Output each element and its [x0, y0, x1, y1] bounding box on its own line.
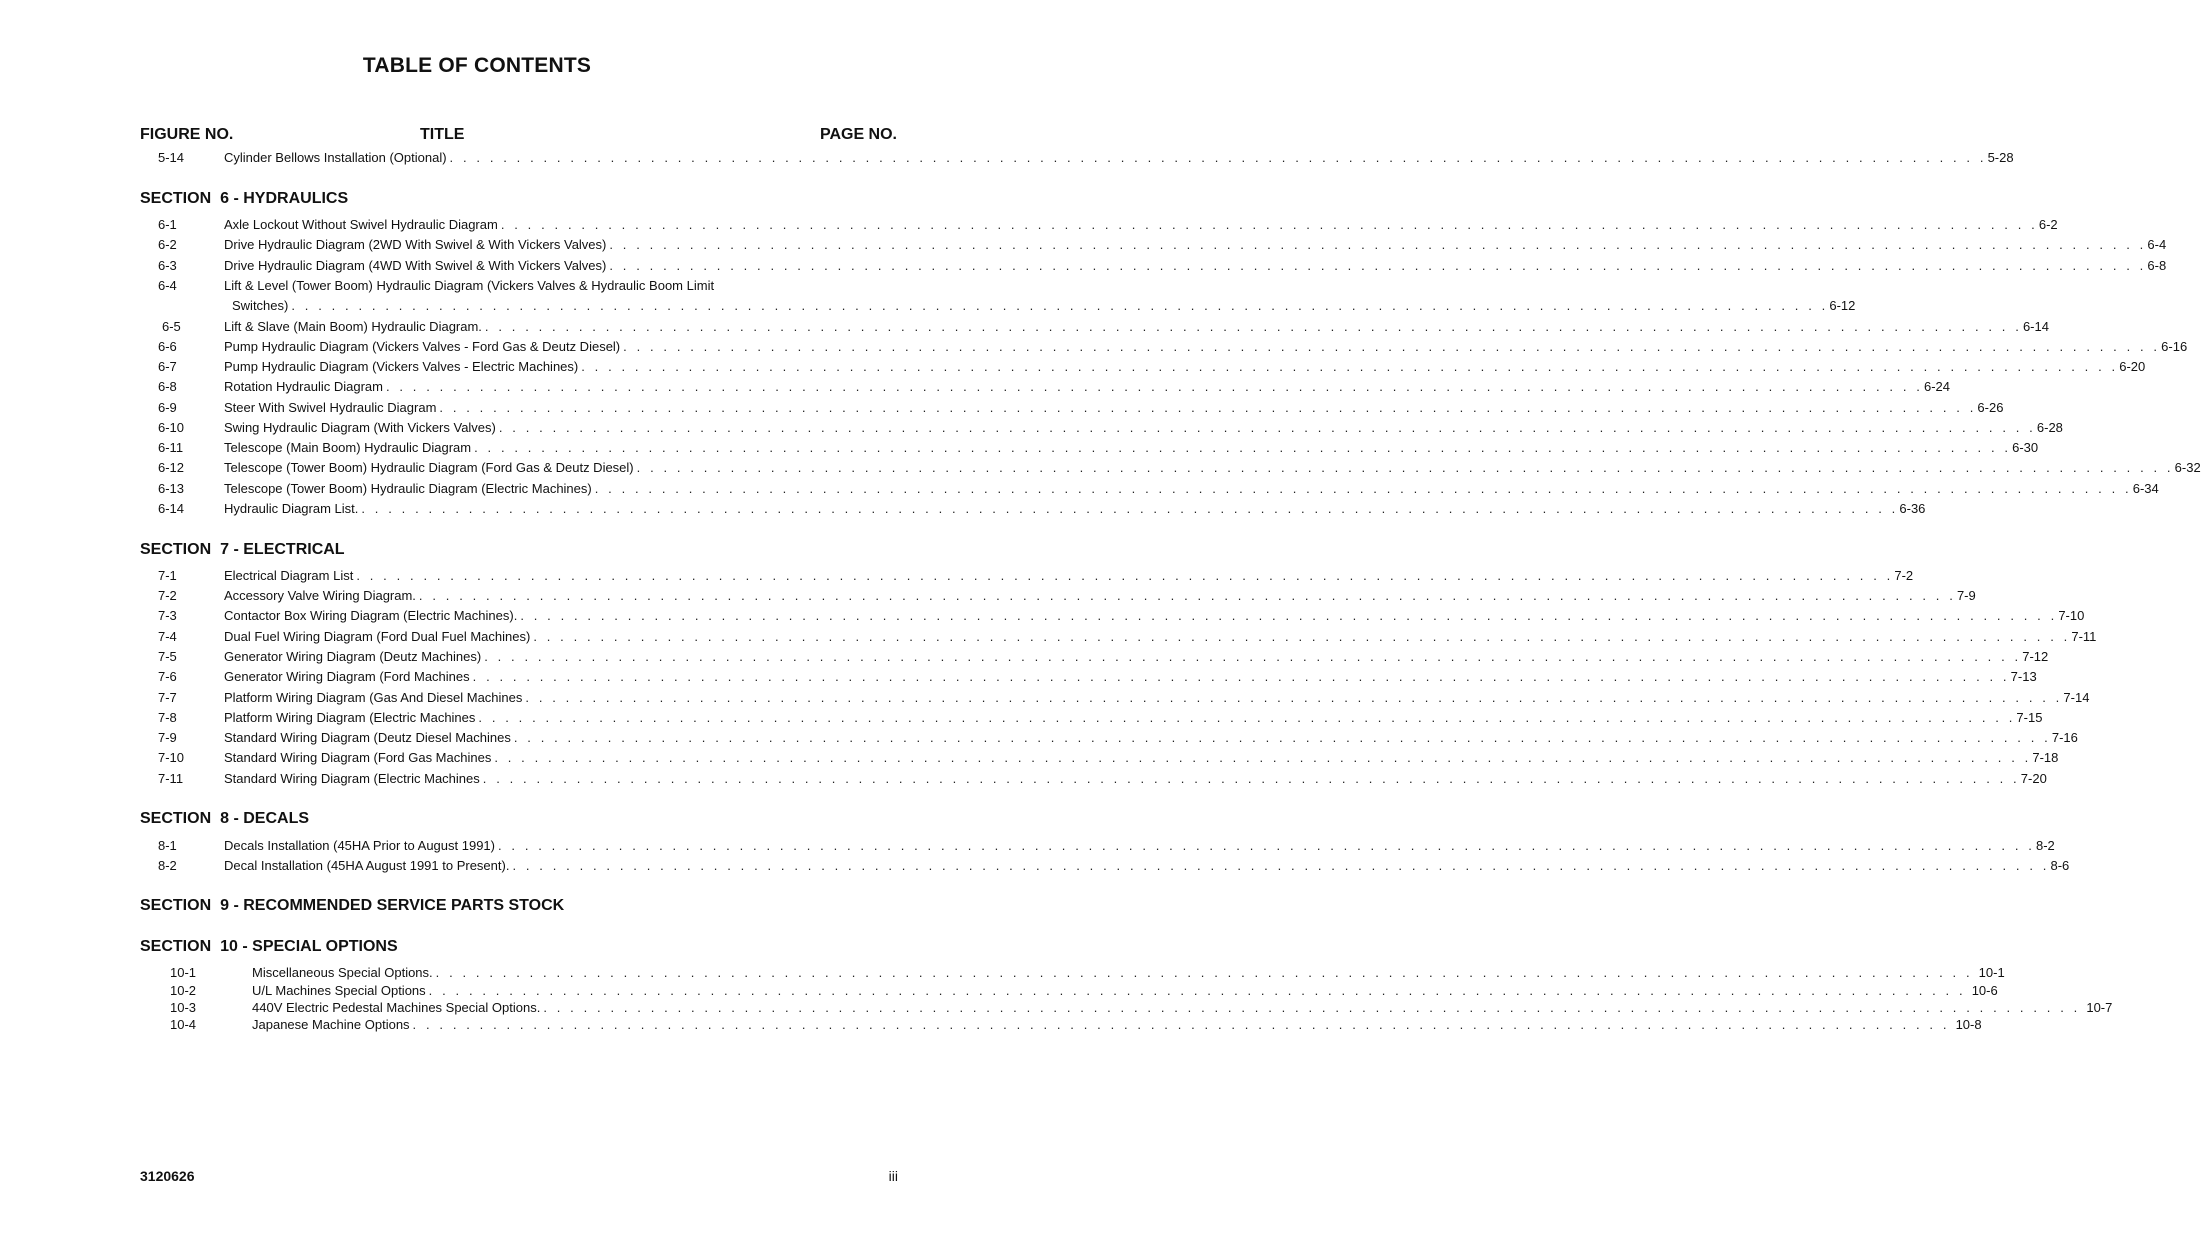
dot-leader: . . . . . . . . . . . . . . . . . . . . . . . . . . . . . . . . . . . . . . . . . . . . . . . . . . . . . . . . . . . . . . . . . . . . . . . . . . . . . . . . . . . . . . . . . . . . . . . . . . . . . . . . . . . . . . . . . . .	[356, 568, 1894, 583]
figure-number: 7-10	[158, 750, 185, 765]
dot-leader: . . . . . . . . . . . . . . . . . . . . . . . . . . . . . . . . . . . . . . . . . . . . . . . . . . . . . . . . . . . . . . . . . . . . . . . . . . . . . . . . . . . . . . . . . . . . . . . . . . . . . . . . . . . . . . . . . . .	[498, 420, 2036, 435]
page-number: 7-9	[1956, 588, 1976, 603]
toc-entry[interactable]	[0, 235, 2167, 255]
figure-title: Axle Lockout Without Swivel Hydraulic Diagram	[224, 217, 498, 232]
figure-title: Decals Installation (45HA Prior to August 1991)	[224, 838, 495, 853]
figure-number: 10-3	[170, 1000, 197, 1015]
toc-entry[interactable]	[0, 499, 1926, 519]
dot-leader: . . . . . . . . . . . . . . . . . . . . . . . . . . . . . . . . . . . . . . . . . . . . . . . . . . . . . . . . . . . . . . . . . . . . . . . . . . . . . . . . . . . . . . . . . . . . . . . . . . . . . . . . . . . . . . . . . . .	[623, 339, 2161, 354]
dot-leader: . . . . . . . . . . . . . . . . . . . . . . . . . . . . . . . . . . . . . . . . . . . . . . . . . . . . . . . . . . . . . . . . . . . . . . . . . . . . . . . . . . . . . . . . . . . . . . . . . . . . . . . . . . . . . . . . . . .	[581, 359, 2119, 374]
toc-entry[interactable]	[0, 708, 2043, 728]
page-number: 6-24	[1923, 379, 1950, 394]
toc-entry[interactable]	[0, 148, 2014, 168]
dot-leader: . . . . . . . . . . . . . . . . . . . . . . . . . . . . . . . . . . . . . . . . . . . . . . . . . . . . . . . . . . . . . . . . . . . . . . . . . . . . . . . . . . . . . . . . . . . . . . . . . . . . . . . . . . . . . . . . . . .	[385, 379, 1923, 394]
figure-number: 6-5	[162, 319, 181, 334]
page-number: 8-2	[2036, 838, 2055, 853]
figure-title: Telescope (Tower Boom) Hydraulic Diagram (Electric Machines)	[224, 481, 592, 496]
figure-number: 10-2	[170, 983, 197, 998]
dot-leader: . . . . . . . . . . . . . . . . . . . . . . . . . . . . . . . . . . . . . . . . . . . . . . . . . . . . . . . . . . . . . . . . . . . . . . . . . . . . . . . . . . . . . . . . . . . . . . . . . . . . . . . . . . . . . . . . . . .	[474, 440, 2012, 455]
toc-entry[interactable]	[0, 377, 1950, 397]
figure-number: 7-7	[158, 690, 177, 705]
page-number: 10-8	[1955, 1017, 1982, 1032]
dot-leader: . . . . . . . . . . . . . . . . . . . . . . . . . . . . . . . . . . . . . . . . . . . . . . . . . . . . . . . . . . . . . . . . . . . . . . . . . . . . . . . . . . . . . . . . . . . . . . . . . . . . . . . . . . . . . . . . . . .	[449, 150, 1987, 165]
dot-leader: . . . . . . . . . . . . . . . . . . . . . . . . . . . . . . . . . . . . . . . . . . . . . . . . . . . . . . . . . . . . . . . . . . . . . . . . . . . . . . . . . . . . . . . . . . . . . . . . . . . . . . . . . . . . . . . . . . .	[361, 501, 1899, 516]
toc-entry[interactable]	[0, 999, 2113, 1016]
figure-title: U/L Machines Special Options	[252, 983, 426, 998]
dot-leader: . . . . . . . . . . . . . . . . . . . . . . . . . . . . . . . . . . . . . . . . . . . . . . . . . . . . . . . . . . . . . . . . . . . . . . . . . . . . . . . . . . . . . . . . . . . . . . . . . . . . . . . . . . . . . . . . . . .	[609, 258, 2147, 273]
figure-title: Standard Wiring Diagram (Deutz Diesel Machines	[224, 730, 511, 745]
figure-number: 6-1	[158, 217, 177, 232]
figure-number: 5-14	[158, 150, 185, 165]
dot-leader: . . . . . . . . . . . . . . . . . . . . . . . . . . . . . . . . . . . . . . . . . . . . . . . . . . . . . . . . . . . . . . . . . . . . . . . . . . . . . . . . . . . . . . . . . . . . . . . . . . . . . . . . . . . . . . . . . . .	[525, 690, 2063, 705]
figure-title: Platform Wiring Diagram (Gas And Diesel Machines	[224, 690, 523, 705]
toc-entry[interactable]	[0, 256, 2167, 276]
dot-leader: . . . . . . . . . . . . . . . . . . . . . . . . . . . . . . . . . . . . . . . . . . . . . . . . . . . . . . . . . . . . . . . . . . . . . . . . . . . . . . . . . . . . . . . . . . . . . . . . . . . . . . . . . . . . . . . . . . .	[484, 649, 2022, 664]
toc-entry[interactable]	[0, 276, 954, 296]
dot-leader: . . . . . . . . . . . . . . . . . . . . . . . . . . . . . . . . . . . . . . . . . . . . . . . . . . . . . . . . . . . . . . . . . . . . . . . . . . . . . . . . . . . . . . . . . . . . . . . . . . . . . . . . . . . . . . . . . . .	[435, 965, 1973, 980]
toc-entry[interactable]	[0, 982, 1998, 999]
page-number: 7-2	[1894, 568, 1914, 583]
figure-number: 8-2	[158, 858, 177, 873]
page-number: 6-34	[2132, 481, 2159, 496]
section-name: 6 - HYDRAULICS	[220, 190, 349, 207]
page-number: 7-13	[2010, 669, 2037, 684]
column-header-title: TITLE	[420, 126, 465, 143]
page-number: 6-26	[1977, 400, 2004, 415]
figure-title: Japanese Machine Options	[252, 1017, 410, 1032]
dot-leader: . . . . . . . . . . . . . . . . . . . . . . . . . . . . . . . . . . . . . . . . . . . . . . . . . . . . . . . . . . . . . . . . . . . . . . . . . . . . . . . . . . . . . . . . . . . . . . . . . . . . . . . . . . . . . . . . . . .	[497, 838, 2035, 853]
toc-entry[interactable]	[0, 357, 2146, 377]
figure-title: Drive Hydraulic Diagram (4WD With Swivel & With Vickers Valves)	[224, 258, 607, 273]
figure-number: 10-4	[170, 1017, 197, 1032]
column-header-page-no: PAGE NO.	[819, 126, 897, 143]
figure-title: Steer With Swivel Hydraulic Diagram	[224, 400, 437, 415]
toc-entry[interactable]	[0, 964, 2005, 981]
column-header-figure-no: FIGURE NO.	[140, 126, 234, 143]
figure-title: 440V Electric Pedestal Machines Special Options.	[252, 1000, 541, 1015]
figure-number: 6-14	[158, 501, 185, 516]
figure-number: 6-4	[158, 278, 177, 293]
page-number: 6-4	[2147, 237, 2167, 252]
page-number: 6-8	[2147, 258, 2167, 273]
page-number: 10-7	[2086, 1000, 2113, 1015]
page-number: 7-12	[2022, 649, 2049, 664]
figure-number: 7-6	[158, 669, 177, 684]
figure-number: 6-8	[158, 379, 177, 394]
page-number: 7-14	[2063, 690, 2090, 705]
toc-entry[interactable]	[0, 458, 2201, 478]
dot-leader: . . . . . . . . . . . . . . . . . . . . . . . . . . . . . . . . . . . . . . . . . . . . . . . . . . . . . . . . . . . . . . . . . . . . . . . . . . . . . . . . . . . . . . . . . . . . . . . . . . . . . . . . . . . . . . . . . . .	[482, 771, 2020, 786]
toc-entry[interactable]	[0, 647, 2049, 667]
figure-title: Pump Hydraulic Diagram (Vickers Valves - Ford Gas & Deutz Diesel)	[224, 339, 621, 354]
page-number: 6-20	[2119, 359, 2146, 374]
figure-number: 7-9	[158, 730, 177, 745]
figure-number: 7-11	[158, 771, 184, 786]
page-number: 7-20	[2020, 771, 2047, 786]
dot-leader: . . . . . . . . . . . . . . . . . . . . . . . . . . . . . . . . . . . . . . . . . . . . . . . . . . . . . . . . . . . . . . . . . . . . . . . . . . . . . . . . . . . . . . . . . . . . . . . . . . . . . . . . . . . . . . . . . . .	[636, 460, 2174, 475]
section-label: SECTION	[140, 541, 212, 558]
figure-title: Contactor Box Wiring Diagram (Electric Machines).	[224, 608, 518, 623]
figure-number: 10-1	[170, 965, 197, 980]
toc-entry[interactable]	[0, 418, 2063, 438]
figure-title: Swing Hydraulic Diagram (With Vickers Valves)	[224, 420, 496, 435]
figure-title-continuation: Switches)	[232, 298, 289, 313]
figure-number: 6-7	[158, 359, 177, 374]
page-number: 7-16	[2051, 730, 2078, 745]
toc-entry[interactable]	[0, 317, 2049, 337]
dot-leader: . . . . . . . . . . . . . . . . . . . . . . . . . . . . . . . . . . . . . . . . . . . . . . . . . . . . . . . . . . . . . . . . . . . . . . . . . . . . . . . . . . . . . . . . . . . . . . . . . . . . . . . . . . . . . . . . . . .	[291, 298, 1829, 313]
page-number: 8-6	[2050, 858, 2070, 873]
dot-leader: . . . . . . . . . . . . . . . . . . . . . . . . . . . . . . . . . . . . . . . . . . . . . . . . . . . . . . . . . . . . . . . . . . . . . . . . . . . . . . . . . . . . . . . . . . . . . . . . . . . . . . . . . . . . . . . . . . .	[533, 629, 2071, 644]
figure-title: Generator Wiring Diagram (Deutz Machines)	[224, 649, 482, 664]
page-number: 6-32	[2174, 460, 2201, 475]
figure-title: Standard Wiring Diagram (Electric Machines	[224, 771, 480, 786]
figure-title: Pump Hydraulic Diagram (Vickers Valves - Electric Machines)	[224, 359, 579, 374]
figure-number: 6-3	[158, 258, 177, 273]
toc-entry[interactable]	[0, 438, 2039, 458]
toc-entry[interactable]	[0, 748, 2059, 768]
section-name: 10 - SPECIAL OPTIONS	[220, 938, 398, 955]
figure-title: Generator Wiring Diagram (Ford Machines	[224, 669, 470, 684]
dot-leader: . . . . . . . . . . . . . . . . . . . . . . . . . . . . . . . . . . . . . . . . . . . . . . . . . . . . . . . . . . . . . . . . . . . . . . . . . . . . . . . . . . . . . . . . . . . . . . . . . . . . . . . . . . . . . . . . . . .	[512, 858, 2050, 873]
figure-number: 7-1	[158, 568, 177, 583]
figure-title: Cylinder Bellows Installation (Optional)	[224, 150, 447, 165]
dot-leader: . . . . . . . . . . . . . . . . . . . . . . . . . . . . . . . . . . . . . . . . . . . . . . . . . . . . . . . . . . . . . . . . . . . . . . . . . . . . . . . . . . . . . . . . . . . . . . . . . . . . . . . . . . . . . . . . . . .	[428, 983, 1966, 998]
toc-entry[interactable]	[0, 479, 2159, 499]
figure-title: Miscellaneous Special Options.	[252, 965, 433, 980]
toc-entry[interactable]	[0, 688, 2090, 708]
section-name: 9 - RECOMMENDED SERVICE PARTS STOCK	[220, 897, 565, 914]
figure-number: 6-13	[158, 481, 185, 496]
page-number: 6-28	[2036, 420, 2063, 435]
dot-leader: . . . . . . . . . . . . . . . . . . . . . . . . . . . . . . . . . . . . . . . . . . . . . . . . . . . . . . . . . . . . . . . . . . . . . . . . . . . . . . . . . . . . . . . . . . . . . . . . . . . . . . . . . . . . . . . . . . .	[484, 319, 2022, 334]
dot-leader: . . . . . . . . . . . . . . . . . . . . . . . . . . . . . . . . . . . . . . . . . . . . . . . . . . . . . . . . . . . . . . . . . . . . . . . . . . . . . . . . . . . . . . . . . . . . . . . . . . . . . . . . . . . . . . . . . . .	[513, 730, 2051, 745]
figure-title: Telescope (Tower Boom) Hydraulic Diagram (Ford Gas & Deutz Diesel)	[224, 460, 634, 475]
figure-title: Platform Wiring Diagram (Electric Machines	[224, 710, 476, 725]
section-label: SECTION	[140, 810, 212, 827]
toc-entry[interactable]	[0, 856, 2070, 876]
document-number: 3120626	[140, 1168, 195, 1184]
toc-entry[interactable]	[0, 586, 1976, 606]
figure-title: Telescope (Main Boom) Hydraulic Diagram	[224, 440, 472, 455]
section-heading-special-options[interactable]	[140, 938, 398, 956]
page-number: 6-30	[2012, 440, 2039, 455]
section-heading-electrical[interactable]	[140, 541, 345, 559]
figure-number: 6-12	[158, 460, 185, 475]
section-heading-recommended-service-parts-stock[interactable]	[140, 897, 564, 915]
figure-title: Hydraulic Diagram List.	[224, 501, 359, 516]
dot-leader: . . . . . . . . . . . . . . . . . . . . . . . . . . . . . . . . . . . . . . . . . . . . . . . . . . . . . . . . . . . . . . . . . . . . . . . . . . . . . . . . . . . . . . . . . . . . . . . . . . . . . . . . . . . . . . . . . . .	[439, 400, 1977, 415]
figure-title: Decal Installation (45HA August 1991 to Present).	[224, 858, 510, 873]
section-heading-decals[interactable]	[140, 810, 309, 828]
figure-title: Standard Wiring Diagram (Ford Gas Machines	[224, 750, 492, 765]
page-number: 7-11	[2071, 629, 2097, 644]
page-number: 6-16	[2161, 339, 2188, 354]
toc-entry[interactable]	[0, 606, 2085, 626]
page-number: 6-36	[1899, 501, 1926, 516]
section-name: 8 - DECALS	[220, 810, 310, 827]
page-number-footer: iii	[888, 1168, 898, 1184]
figure-number: 6-11	[158, 440, 184, 455]
toc-entry[interactable]	[0, 769, 2047, 789]
section-name: 7 - ELECTRICAL	[220, 541, 345, 558]
toc-entry[interactable]	[0, 398, 2004, 418]
page-title: TABLE OF CONTENTS	[362, 54, 592, 77]
page-number: 5-28	[1987, 150, 2014, 165]
toc-entry[interactable]	[0, 627, 2097, 647]
dot-leader: . . . . . . . . . . . . . . . . . . . . . . . . . . . . . . . . . . . . . . . . . . . . . . . . . . . . . . . . . . . . . . . . . . . . . . . . . . . . . . . . . . . . . . . . . . . . . . . . . . . . . . . . . . . . . . . . . . .	[594, 481, 2132, 496]
toc-entry[interactable]	[0, 215, 2058, 235]
figure-number: 6-6	[158, 339, 177, 354]
toc-entry[interactable]	[0, 1016, 1982, 1033]
dot-leader: . . . . . . . . . . . . . . . . . . . . . . . . . . . . . . . . . . . . . . . . . . . . . . . . . . . . . . . . . . . . . . . . . . . . . . . . . . . . . . . . . . . . . . . . . . . . . . . . . . . . . . . . . . . . . . . . . . .	[418, 588, 1956, 603]
figure-number: 7-2	[158, 588, 177, 603]
toc-entry-continuation[interactable]	[0, 296, 1856, 316]
figure-number: 7-3	[158, 608, 177, 623]
toc-entry[interactable]	[0, 667, 2037, 687]
toc-entry[interactable]	[0, 728, 2078, 748]
figure-title: Lift & Slave (Main Boom) Hydraulic Diagram.	[224, 319, 482, 334]
figure-number: 8-1	[158, 838, 177, 853]
figure-number: 7-8	[158, 710, 177, 725]
dot-leader: . . . . . . . . . . . . . . . . . . . . . . . . . . . . . . . . . . . . . . . . . . . . . . . . . . . . . . . . . . . . . . . . . . . . . . . . . . . . . . . . . . . . . . . . . . . . . . . . . . . . . . . . . . . . . . . . . . .	[478, 710, 2016, 725]
figure-title: Accessory Valve Wiring Diagram.	[224, 588, 416, 603]
figure-title: Electrical Diagram List	[224, 568, 354, 583]
dot-leader: . . . . . . . . . . . . . . . . . . . . . . . . . . . . . . . . . . . . . . . . . . . . . . . . . . . . . . . . . . . . . . . . . . . . . . . . . . . . . . . . . . . . . . . . . . . . . . . . . . . . . . . . . . . . . . . . . . .	[543, 1000, 2081, 1015]
section-label: SECTION	[140, 938, 212, 955]
section-label: SECTION	[140, 190, 212, 207]
figure-number: 6-10	[158, 420, 185, 435]
dot-leader: . . . . . . . . . . . . . . . . . . . . . . . . . . . . . . . . . . . . . . . . . . . . . . . . . . . . . . . . . . . . . . . . . . . . . . . . . . . . . . . . . . . . . . . . . . . . . . . . . . . . . . . . . . . . . . . . . . .	[609, 237, 2147, 252]
figure-title: Rotation Hydraulic Diagram	[224, 379, 383, 394]
dot-leader: . . . . . . . . . . . . . . . . . . . . . . . . . . . . . . . . . . . . . . . . . . . . . . . . . . . . . . . . . . . . . . . . . . . . . . . . . . . . . . . . . . . . . . . . . . . . . . . . . . . . . . . . . . . . . . . . . . .	[494, 750, 2032, 765]
page-number: 6-2	[2038, 217, 2058, 232]
page-number: 7-10	[2058, 608, 2085, 623]
figure-title: Dual Fuel Wiring Diagram (Ford Dual Fuel Machines)	[224, 629, 531, 644]
toc-entry[interactable]	[0, 337, 2188, 357]
page-number: 6-12	[1829, 298, 1856, 313]
figure-number: 7-4	[158, 629, 177, 644]
toc-entry[interactable]	[0, 566, 1914, 586]
page-number: 7-15	[2016, 710, 2043, 725]
dot-leader: . . . . . . . . . . . . . . . . . . . . . . . . . . . . . . . . . . . . . . . . . . . . . . . . . . . . . . . . . . . . . . . . . . . . . . . . . . . . . . . . . . . . . . . . . . . . . . . . . . . . . . . . . . . . . . . . . . .	[500, 217, 2038, 232]
figure-title: Drive Hydraulic Diagram (2WD With Swivel & With Vickers Valves)	[224, 237, 607, 252]
figure-number: 6-9	[158, 400, 177, 415]
dot-leader: . . . . . . . . . . . . . . . . . . . . . . . . . . . . . . . . . . . . . . . . . . . . . . . . . . . . . . . . . . . . . . . . . . . . . . . . . . . . . . . . . . . . . . . . . . . . . . . . . . . . . . . . . . . . . . . . . . .	[412, 1017, 1950, 1032]
dot-leader: . . . . . . . . . . . . . . . . . . . . . . . . . . . . . . . . . . . . . . . . . . . . . . . . . . . . . . . . . . . . . . . . . . . . . . . . . . . . . . . . . . . . . . . . . . . . . . . . . . . . . . . . . . . . . . . . . . .	[520, 608, 2058, 623]
figure-number: 7-5	[158, 649, 177, 664]
page-number: 6-14	[2022, 319, 2049, 334]
figure-title: Lift & Level (Tower Boom) Hydraulic Diagram (Vickers Valves & Hydraulic Boom Limit	[224, 278, 715, 293]
section-heading-hydraulics[interactable]	[140, 190, 348, 208]
section-label: SECTION	[140, 897, 212, 914]
page-number: 7-18	[2032, 750, 2059, 765]
dot-leader: . . . . . . . . . . . . . . . . . . . . . . . . . . . . . . . . . . . . . . . . . . . . . . . . . . . . . . . . . . . . . . . . . . . . . . . . . . . . . . . . . . . . . . . . . . . . . . . . . . . . . . . . . . . . . . . . . . .	[472, 669, 2010, 684]
figure-number: 6-2	[158, 237, 177, 252]
toc-entry[interactable]	[0, 836, 2055, 856]
page-number: 10-1	[1978, 965, 2005, 980]
page-number: 10-6	[1971, 983, 1998, 998]
